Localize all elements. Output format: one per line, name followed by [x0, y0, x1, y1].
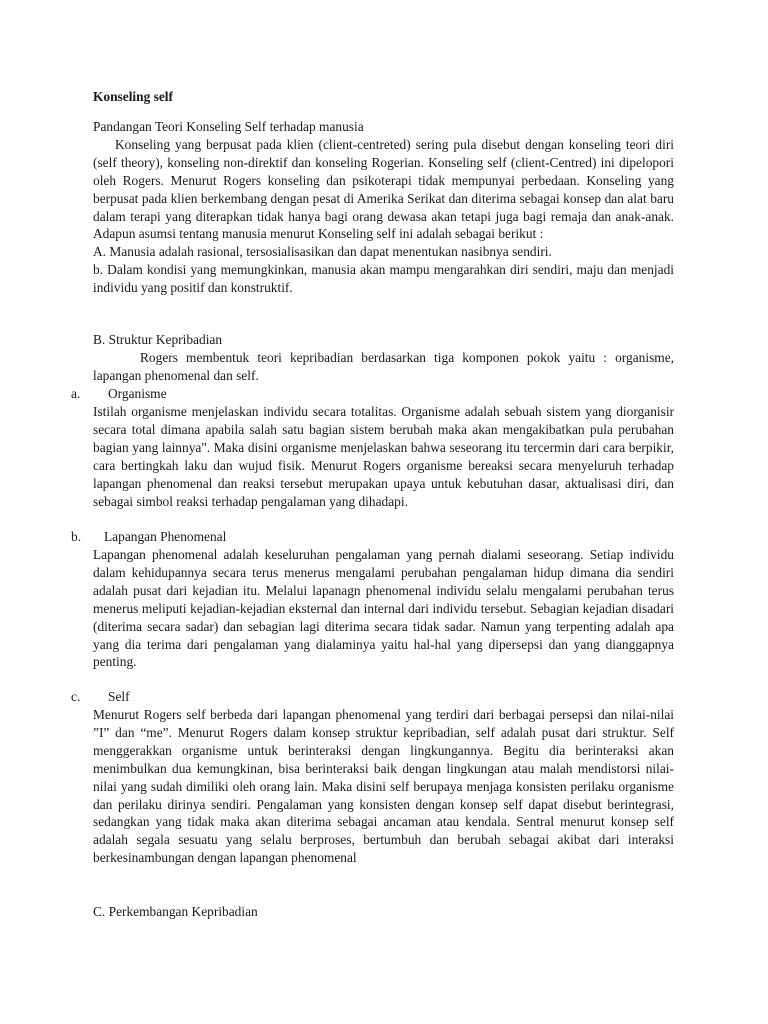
intro-paragraph: Konseling yang berpusat pada klien (client-centreted) sering pula disebut dengan konseling teori diri (self theory), konseling non-direktif dan konseling Rogerian. Konseling self (client-Centred) ini dipelopori oleh Rogers. Menurut Rogers konseling dan psikoterapi tidak mempunyai perbedaan. Konseling yang berpusat pada klien berkembang dengan pesat di Amerika Serikat dan diterima sebagai konsep dan alat baru dalam terapi yang diterapkan tidak hanya bagi orang dewasa akan tetapi juga bagi remaja dan anak-anak. Adapun asumsi tentang manusia menurut Konseling self ini adalah sebagai berikut : [93, 136, 674, 242]
item-c-label: Self [108, 689, 130, 704]
section-b [93, 331, 674, 385]
item-a-label: Organisme [108, 386, 167, 401]
item-b-label: Lapangan Phenomenal [104, 529, 227, 544]
item-c-text: Menurut Rogers self berbeda dari lapangan phenomenal yang terdiri dari berbagai persepsi dan nilai-nilai ”I” dan “me”. Menurut Rogers dalam konsep struktur kepribadian, self adalah pusat dari struktur. Self menggerakkan organisme untuk berinteraksi dengan lingkungannya. Begitu dia berinteraksi akan menimbulkan dua kemungkinan, bisa berinteraksi baik dengan lingkungan atau malah mendistorsi nilai-nilai yang sudah dimiliki oleh orang lain. Maka disini self berupaya menjaga konsisten perilaku organisme dan perilaku dirinya sendiri. Pengalaman yang konsisten dengan konsep self dapat disebut berintegrasi, sedangkan yang tidak maka akan diterima sebagai ancaman atau kendala. Sentral menurut konsep self adalah segala sesuatu yang selalu berproses, bertumbuh dan berubah sebagai akibat dari interaksi berkesinambungan dengan lapangan phenomenal [93, 707, 674, 866]
intro-section [93, 118, 674, 297]
item-c-body [93, 706, 674, 867]
item-c-letter: c. [71, 689, 81, 704]
item-b-body [93, 546, 674, 671]
item-b-letter: b. [71, 529, 82, 544]
section-b-heading: B. Struktur Kepribadian [93, 332, 223, 347]
item-a-body [93, 403, 674, 510]
intro-heading: Pandangan Teori Konseling Self terhadap manusia [93, 119, 364, 134]
document-title: Konseling self [93, 89, 173, 104]
item-a-text: Istilah organisme menjelaskan individu secara totalitas. Organisme adalah sebuah sistem yang diorganisir secara total dimana apabila salah satu bagian sistem berubah maka akan mengakibatkan pula perubahan bagian yang lainnya". Maka disini organisme menjelaskan bahwa seseorang itu tercermin dari cara berpikir, cara bertingkah laku dan wujud fisik. Menurut Rogers organisme bereaksi secara menyeluruh terhadap lapangan phenomenal dan reaksi tersebut merupakan upaya untuk kebutuhan dasar, aktualisasi diri, dan sebagai simbol reaksi terhadap pengalaman yang dihadapi. [93, 404, 674, 509]
section-c [93, 903, 674, 921]
assumption-a: A. Manusia adalah rasional, tersosialisasikan dan dapat menentukan nasibnya sendiri. [93, 244, 552, 260]
item-a-letter: a. [71, 386, 81, 401]
section-b-intro: Rogers membentuk teori kepribadian berdasarkan tiga komponen pokok yaitu : organisme, lapangan phenomenal dan self. [93, 349, 674, 383]
section-c-heading: C. Perkembangan Kepribadian [93, 904, 258, 919]
item-b-text: Lapangan phenomenal adalah keseluruhan pengalaman yang pernah dialami seseorang. Setiap individu dalam kehidupannya secara terus menerus mengalami perubahan pengalaman hidup dimana dia sendiri adalah pusat dari kejadian itu. Melalui lapanagn phenomenal individu selalu mengalami perubahan terus menerus meliputi kejadian-kejadian eksternal dan internal dari individu tersebut. Sebagian kejadian disadari (diterima secara sadar) dan sebagian lagi diterima secara tidak sadar. Namun yang terpenting adalah apa yang dia terima dari pengalaman yang dialaminya yaitu hal-hal yang dipersepsi dan yang dianggapnya penting. [93, 547, 674, 670]
assumption-b: b. Dalam kondisi yang memungkinkan, manusia akan mampu mengarahkan diri sendiri, maju dan menjadi individu yang positif dan konstruktif. [93, 262, 674, 296]
